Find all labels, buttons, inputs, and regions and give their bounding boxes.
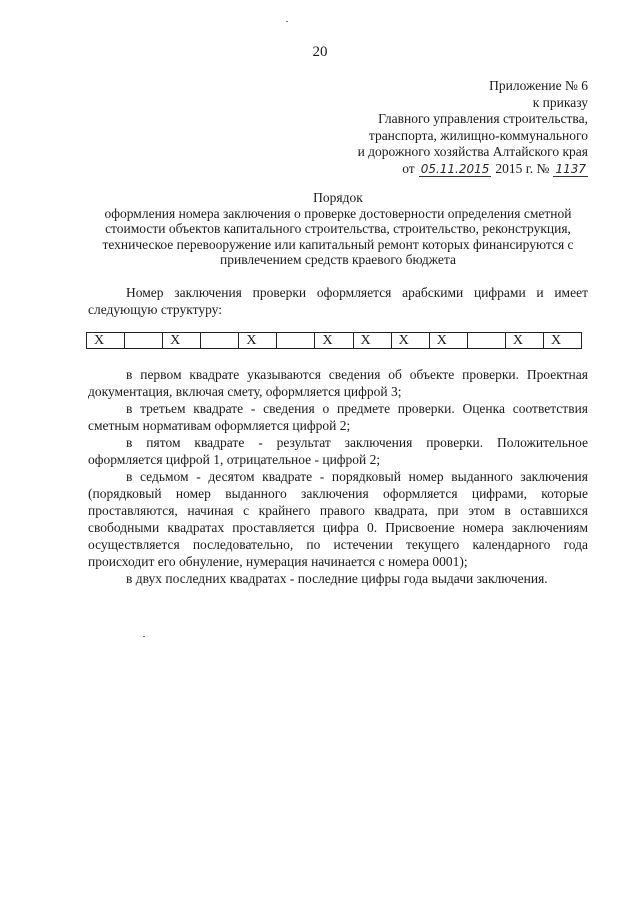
- grid-cell-13: X: [550, 333, 562, 348]
- paragraph-square-7-10: в седьмом - десятом квадрате - порядковый номер выданного заключения (порядковый номер выданного заключения оформляется цифрами, которые проставляются, начиная с крайнего правого квадрата, при этом в оставшихся свободными квадратах проставляется цифра 0. Присвоение номера заключениям осуществляется последовательно, по истечении текущего календарного года происходит его обнуление, нумерация начинается с номера 0001);: [88, 469, 588, 569]
- annex-date-line: [288, 161, 588, 178]
- paragraph-last-squares: в двух последних квадратах - последние цифры года выдачи заключения.: [126, 571, 548, 586]
- date-prefix: от: [402, 160, 415, 176]
- grid-cell-8: X: [354, 333, 392, 348]
- scan-speck: [143, 636, 145, 637]
- annex-authority-line1: Главного управления строительства,: [378, 111, 588, 126]
- grid-cell-4: [201, 333, 239, 348]
- grid-cell-5: X: [239, 333, 277, 348]
- document-title: [88, 190, 588, 268]
- paragraph-square-1: в первом квадрате указываются сведения об объекте проверки. Проектная документация, включая смету, оформляется цифрой 3;: [88, 367, 588, 399]
- grid-cell-2: [125, 333, 163, 348]
- grid-cell-10: X: [430, 333, 468, 348]
- number-structure-grid: [86, 332, 582, 349]
- grid-cell-9: X: [392, 333, 430, 348]
- annex-authority-line3: и дорожного хозяйства Алтайского края: [357, 144, 588, 159]
- grid-cell-3: X: [163, 333, 201, 348]
- annex-number: Приложение № 6: [489, 78, 588, 93]
- handwritten-date: 05.11.2015: [420, 161, 490, 176]
- structure-description: [88, 366, 588, 587]
- annex-header: [288, 78, 588, 177]
- grid-cell-12: X: [506, 333, 544, 348]
- paragraph-square-5: в пятом квадрате - результат заключения проверки. Положительное оформляется цифрой 1, отрицательное - цифрой 2;: [88, 435, 588, 467]
- scan-speck: [286, 21, 288, 22]
- grid-cell-6: [277, 333, 315, 348]
- paragraph-square-3: в третьем квадрате - сведения о предмете проверки. Оценка соответствия сметным нормативам оформляется цифрой 2;: [88, 401, 588, 433]
- grid-cell-1: X: [87, 333, 125, 348]
- page-number: 20: [312, 44, 328, 60]
- title-subtitle: оформления номера заключения о проверке достоверности определения сметной стоимости объектов капитального строительства, строительство, реконструкция, техническое перевооружение или капитальный ремонт которых финансируются с привлечением средств краевого бюджета: [102, 205, 574, 267]
- annex-authority-line2: транспорта, жилищно-коммунального: [368, 127, 588, 143]
- grid-cell-7: X: [315, 333, 353, 348]
- intro-paragraph: Номер заключения проверки оформляется арабскими цифрами и имеет следующую структуру:: [88, 285, 588, 317]
- annex-order-ref: к приказу: [532, 94, 588, 110]
- title-heading: Порядок: [313, 190, 363, 205]
- date-suffix: 2015 г. №: [495, 160, 550, 176]
- grid-cell-11: [468, 333, 506, 348]
- handwritten-order-number: 1137: [555, 161, 586, 176]
